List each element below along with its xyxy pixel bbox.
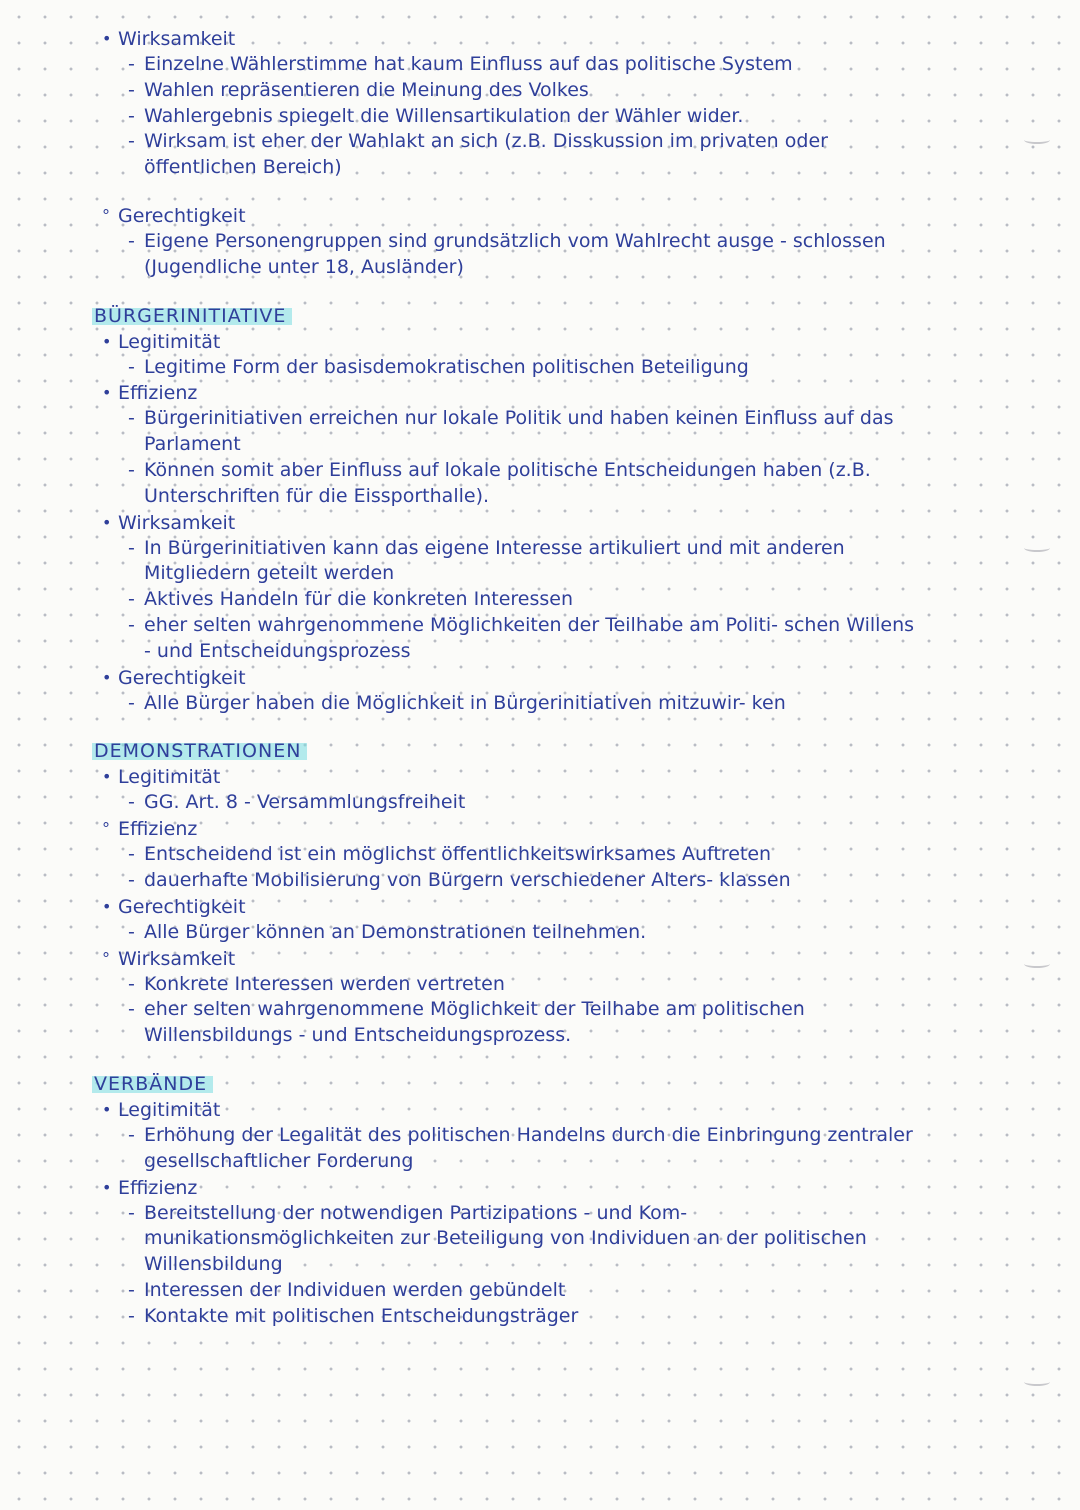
criterion-title: Effizienz	[118, 382, 198, 405]
section-buergerinitiative	[92, 303, 922, 717]
dash-marker: -	[128, 691, 135, 714]
dash-marker: -	[128, 972, 135, 995]
criterion-title: Wirksamkeit	[118, 947, 236, 970]
criterion-effizienz	[92, 816, 922, 842]
criterion-wirksamkeit	[92, 510, 922, 536]
margin-hole-mark	[1024, 544, 1050, 552]
dash-marker: -	[128, 104, 135, 127]
bullet-marker: °	[102, 819, 110, 839]
criterion-title: Legitimität	[118, 330, 221, 353]
section-heading: VERBÄNDE	[92, 1071, 213, 1097]
dash-marker: -	[128, 78, 135, 101]
criterion-title: Effizienz	[118, 818, 198, 841]
criterion-legitimitaet	[92, 764, 922, 790]
bullet-marker: •	[102, 896, 112, 916]
dash-marker: -	[128, 53, 135, 75]
list-item	[128, 52, 922, 78]
list-item	[128, 406, 922, 458]
criterion-legitimitaet	[92, 1097, 922, 1123]
criterion-title: Legitimität	[118, 1098, 221, 1121]
point-text: Eigene Personengruppen sind grundsätzlich vom Wahlrecht ausge - schlossen (Jugendliche unter 18, Ausländer)	[144, 229, 886, 278]
list-item	[128, 104, 922, 130]
point-text: Entscheidend ist ein möglichst öffentlichkeitswirksames Auftreten	[144, 843, 772, 866]
point-text: dauerhafte Mobilisierung von Bürgern verschiedener Alters- klassen	[144, 868, 791, 891]
list-item	[128, 972, 922, 998]
list-item	[128, 997, 922, 1049]
criterion-wirksamkeit	[92, 26, 922, 52]
point-text: Erhöhung der Legalität des politischen Handelns durch die Einbringung zentraler gesellschaftlicher Forderung	[144, 1123, 913, 1172]
list-item	[128, 129, 922, 181]
point-text: Aktives Handeln für die konkreten Interessen	[144, 588, 574, 611]
section-verbaende	[92, 1071, 922, 1330]
dash-marker: -	[128, 536, 135, 559]
criterion-title: Gerechtigkeit	[118, 895, 246, 918]
bullet-marker: •	[102, 1099, 112, 1119]
dash-marker: -	[128, 407, 135, 430]
criterion-title: Wirksamkeit	[118, 511, 236, 534]
list-item	[128, 78, 922, 104]
dash-marker: -	[128, 1278, 135, 1301]
point-list	[92, 790, 922, 816]
dash-marker: -	[128, 868, 135, 891]
point-list	[92, 691, 922, 717]
section-wahlen	[92, 26, 922, 281]
point-text: Einzelne Wählerstimme hat kaum Einfluss auf das politische System	[144, 53, 793, 75]
criterion-legitimitaet	[92, 329, 922, 355]
criterion-gerechtigkeit	[92, 894, 922, 920]
point-list	[92, 1201, 922, 1330]
point-list	[92, 1123, 922, 1175]
criterion-gerechtigkeit	[92, 203, 922, 229]
dash-marker: -	[128, 1304, 135, 1327]
list-item	[128, 691, 922, 717]
dash-marker: -	[128, 843, 135, 866]
point-text: In Bürgerinitiativen kann das eigene Interesse artikuliert und mit anderen Mitgliedern geteilt werden	[144, 536, 845, 585]
point-text: Konkrete Interessen werden vertreten	[144, 972, 505, 995]
point-text: Wahlergebnis spiegelt die Willensartikulation der Wähler wider.	[144, 104, 744, 127]
margin-hole-mark	[1024, 136, 1050, 144]
list-item	[128, 920, 922, 946]
criterion-gerechtigkeit	[92, 665, 922, 691]
point-text: Kontakte mit politischen Entscheidungsträger	[144, 1304, 579, 1327]
point-text: Legitime Form der basisdemokratischen politischen Beteiligung	[144, 355, 749, 378]
list-item	[128, 355, 922, 381]
dash-marker: -	[128, 791, 135, 814]
criterion-wirksamkeit	[92, 946, 922, 972]
dash-marker: -	[128, 920, 135, 943]
list-item	[128, 1123, 922, 1175]
list-item	[128, 1304, 922, 1330]
list-item	[128, 1278, 922, 1304]
bullet-marker: •	[102, 512, 112, 532]
criterion-title: Wirksamkeit	[118, 28, 236, 50]
point-text: eher selten wahrgenommene Möglichkeiten der Teilhabe am Politi- schen Willens - und Entscheidungsprozess	[144, 613, 915, 662]
list-item	[128, 587, 922, 613]
point-text: Alle Bürger haben die Möglichkeit in Bürgerinitiativen mitzuwir- ken	[144, 691, 786, 714]
point-text: Bürgerinitiativen erreichen nur lokale Politik und haben keinen Einfluss auf das Parlament	[144, 407, 894, 456]
point-list	[92, 355, 922, 381]
point-text: Bereitstellung der notwendigen Partizipations - und Kom- munikationsmöglichkeiten zur Beteiligung von Individuen an der politischen Willensbildung	[144, 1201, 867, 1276]
criterion-effizienz	[92, 380, 922, 406]
section-heading: BÜRGERINITIATIVE	[92, 303, 292, 329]
criterion-title: Gerechtigkeit	[118, 204, 246, 227]
bullet-marker: •	[102, 29, 112, 48]
criterion-title: Gerechtigkeit	[118, 666, 246, 689]
handwritten-notes	[92, 26, 922, 1330]
bullet-marker: °	[102, 205, 110, 225]
criterion-title: Legitimität	[118, 766, 221, 789]
dash-marker: -	[128, 355, 135, 378]
point-text: Können somit aber Einfluss auf lokale politische Entscheidungen haben (z.B. Unterschriften für die Eissporthalle).	[144, 458, 871, 507]
margin-hole-mark	[1024, 1378, 1050, 1386]
dash-marker: -	[128, 229, 135, 252]
bullet-marker: •	[102, 1177, 112, 1197]
dash-marker: -	[128, 1201, 135, 1224]
list-item	[128, 790, 922, 816]
bullet-marker: •	[102, 331, 112, 351]
point-text: eher selten wahrgenommene Möglichkeit der Teilhabe am politischen Willensbildungs - und Entscheidungsprozess.	[144, 998, 805, 1047]
list-item	[128, 842, 922, 868]
point-list	[92, 920, 922, 946]
point-list	[92, 972, 922, 1049]
bullet-marker: •	[102, 767, 112, 787]
list-item	[128, 1201, 922, 1278]
list-item	[128, 613, 922, 665]
dash-marker: -	[128, 588, 135, 611]
list-item	[128, 229, 922, 281]
point-list	[92, 406, 922, 509]
bullet-marker: °	[102, 948, 110, 968]
dash-marker: -	[128, 1123, 135, 1146]
list-item	[128, 458, 922, 510]
dash-marker: -	[128, 613, 135, 636]
margin-hole-mark	[1024, 960, 1050, 968]
point-text: Wirksam ist eher der Wahlakt an sich (z.B. Disskussion im privaten oder öffentlichen Bereich)	[144, 130, 828, 179]
list-item	[128, 536, 922, 588]
point-text: Alle Bürger können an Demonstrationen teilnehmen.	[144, 920, 647, 943]
bullet-marker: •	[102, 383, 112, 403]
dash-marker: -	[128, 458, 135, 481]
section-heading: DEMONSTRATIONEN	[92, 738, 307, 764]
point-text: Interessen der Individuen werden gebündelt	[144, 1278, 566, 1301]
point-list	[92, 52, 922, 181]
section-demonstrationen	[92, 738, 922, 1049]
point-list	[92, 229, 922, 281]
criterion-effizienz	[92, 1175, 922, 1201]
list-item	[128, 868, 922, 894]
point-list	[92, 842, 922, 894]
point-text: Wahlen repräsentieren die Meinung des Volkes	[144, 78, 589, 101]
dash-marker: -	[128, 998, 135, 1021]
criterion-title: Effizienz	[118, 1176, 198, 1199]
point-text: GG. Art. 8 - Versammlungsfreiheit	[144, 791, 466, 814]
dash-marker: -	[128, 130, 135, 153]
point-list	[92, 536, 922, 665]
bullet-marker: •	[102, 667, 112, 687]
